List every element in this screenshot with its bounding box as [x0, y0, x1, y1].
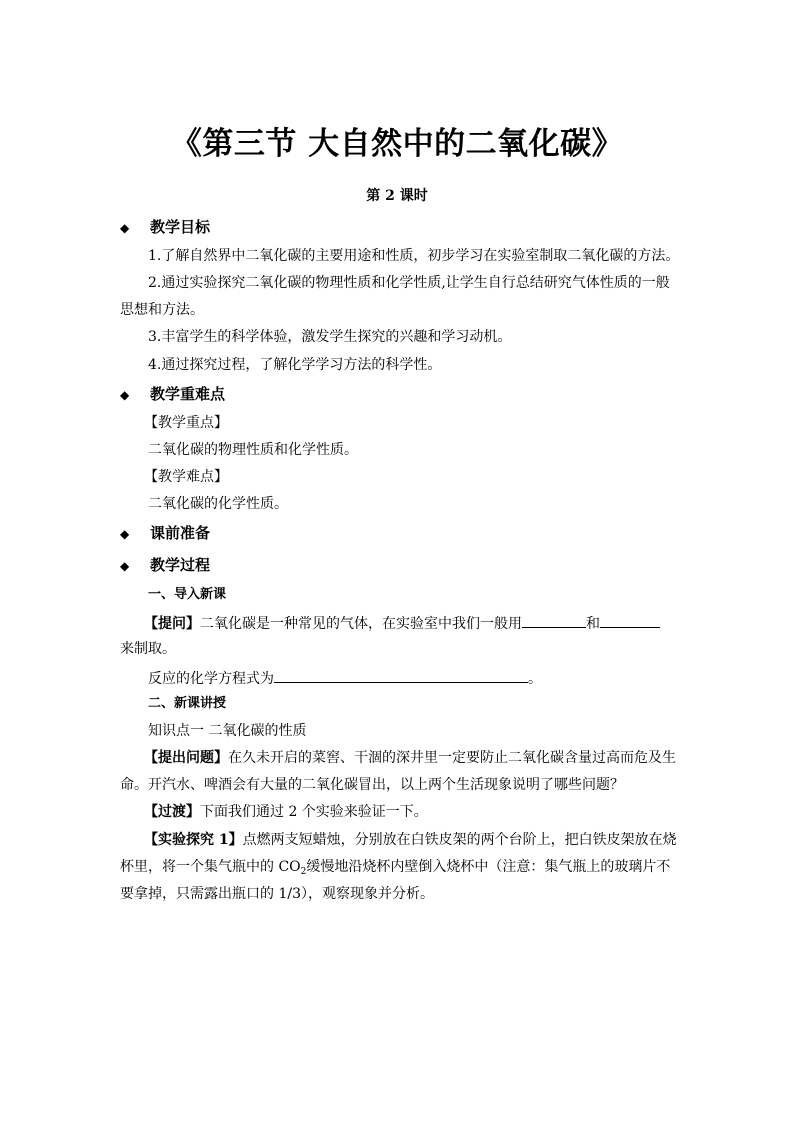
heading-objectives-text: 教学目标: [150, 218, 211, 236]
question-and: 和: [586, 616, 600, 632]
diamond-bullet-icon: ◆: [120, 221, 130, 235]
objective-item-3: 3.丰富学生的科学体验，激发学生探究的兴趣和学习动机。: [148, 329, 512, 345]
objective-item-4: 4.通过探究过程，了解化学学习方法的科学性。: [148, 357, 442, 373]
experiment-line1: [144, 830, 677, 850]
part2-title: 二、新课讲授: [148, 696, 227, 711]
experiment-text-1: 点燃两支短蜡烛，分别放在白铁皮架的两个台阶上，把白铁皮架放在烧: [242, 832, 677, 848]
part1-title: 一、导入新课: [148, 587, 227, 602]
experiment-text-2a: 杯里，将一个集气瓶中的 CO: [120, 859, 301, 875]
transition-label: 【过渡】: [144, 804, 200, 820]
question-label: 【提问】: [144, 616, 200, 632]
raise-question-label: 【提出问题】: [144, 750, 228, 766]
diamond-bullet-icon: ◆: [120, 527, 130, 541]
difficulty-label: 【教学难点】: [144, 469, 228, 485]
transition-text: 下面我们通过 2 个实验来验证一下。: [200, 804, 428, 820]
lesson-period: 第 2 课时: [366, 188, 428, 204]
document-title: 《第三节 大自然中的二氧化碳》: [170, 126, 624, 162]
objective-item-1: 1.了解自然界中二氧化碳的主要用途和性质，初步学习在实验室制取二氧化碳的方法。: [148, 248, 680, 264]
answer-blank-1[interactable]: [522, 612, 586, 628]
equation-text: 反应的化学方程式为: [148, 671, 274, 687]
experiment-line2: [120, 857, 670, 882]
co2-subscript: 2: [300, 867, 307, 877]
heading-keypoints: [120, 383, 225, 406]
objective-item-2-line2: 思想和方法。: [120, 302, 204, 318]
experiment-label: 【实验探究 1】: [144, 832, 243, 848]
raise-question-line1: [144, 748, 676, 768]
diamond-bullet-icon: ◆: [120, 559, 130, 573]
heading-preparation-text: 课前准备: [150, 524, 211, 542]
heading-objectives: [120, 216, 210, 239]
equation-end: 。: [528, 671, 542, 687]
question-line: [144, 612, 660, 634]
heading-preparation: [120, 522, 210, 545]
diamond-bullet-icon: ◆: [120, 388, 130, 402]
heading-keypoints-text: 教学重难点: [150, 385, 226, 403]
transition-line: [144, 802, 428, 822]
question-end: 来制取。: [120, 641, 176, 657]
raise-question-text: 在久未开启的菜窖、干涸的深井里一定要防止二氧化碳含量过高而危及生: [228, 750, 676, 766]
equation-blank[interactable]: [274, 667, 528, 683]
raise-question-line2: 命。开汽水、啤酒会有大量的二氧化碳冒出，以上两个生活现象说明了哪些问题？: [120, 777, 624, 793]
key-point-label: 【教学重点】: [144, 415, 228, 431]
heading-process: [120, 554, 210, 577]
heading-process-text: 教学过程: [150, 556, 211, 574]
answer-blank-2[interactable]: [600, 612, 660, 628]
key-point-text: 二氧化碳的物理性质和化学性质。: [148, 442, 358, 458]
experiment-text-2b: 缓慢地沿烧杯内壁倒入烧杯中（注意：集气瓶上的玻璃片不: [306, 859, 671, 875]
experiment-line3: 要拿掉，只需露出瓶口的 1/3），观察现象并分析。: [120, 886, 434, 902]
knowledge-point: 知识点一 二氧化碳的性质: [148, 723, 307, 739]
difficulty-text: 二氧化碳的化学性质。: [148, 496, 288, 512]
question-text: 二氧化碳是一种常见的气体，在实验室中我们一般用: [200, 616, 522, 632]
objective-item-2-line1: 2.通过实验探究二氧化碳的物理性质和化学性质,让学生自行总结研究气体性质的一般: [148, 275, 670, 291]
equation-line: [148, 667, 542, 689]
